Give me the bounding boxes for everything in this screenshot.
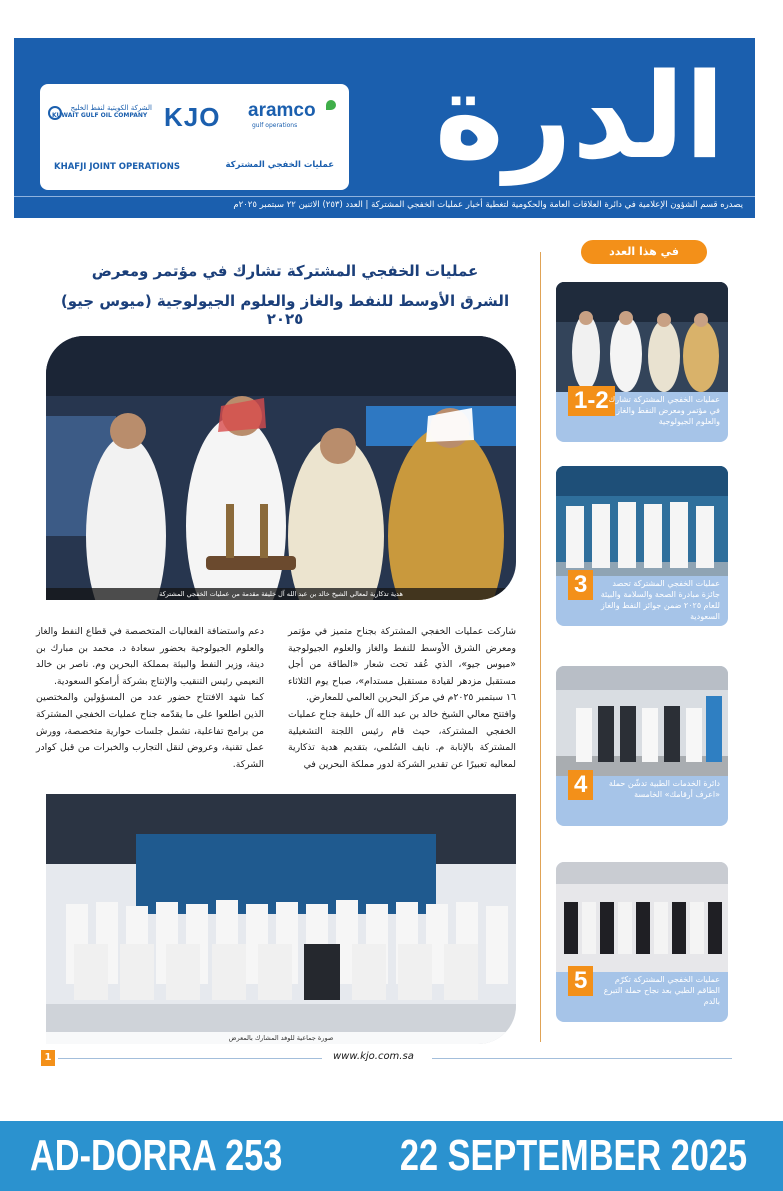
teaser-photo [556, 666, 728, 776]
aramco-star-icon [326, 100, 336, 110]
aramco-logo: aramco [248, 100, 316, 121]
teaser-caption: عمليات الخفجي المشتركة تكرّم الطاقم الطبي بعد نجاح حملة التبرع بالدم [603, 975, 720, 1006]
masthead-banner [14, 38, 755, 218]
teaser-card[interactable] [556, 666, 728, 826]
teaser-caption: عمليات الخفجي المشتركة تحصد جائزة مبادرة الصحة والسلامة والبيئة للعام ٢٠٢٥ ضمن جوائز النفط والغاز السعودية [600, 579, 720, 621]
article-paragraph: كما شهد الافتتاح حضور عدد من المسؤولين والمختصين الذين اطلعوا على ما يقدّمه جناح عمليات الخفجي المشتركة من برامج تفاعلية، تشمل جلسات حوارية متخصصة، وورش عمل تقنية، وعروض لنقل التجارب والخبرات من قبل كوادر الشركة. [36, 692, 264, 770]
article-column-right [288, 624, 516, 773]
footer-divider-right [432, 1058, 732, 1059]
teaser-card[interactable] [556, 466, 728, 626]
kjo-logo: KJO [164, 102, 221, 132]
partner-logos-box [40, 84, 349, 190]
joint-ops-en: KHAFJI JOINT OPERATIONS [54, 162, 180, 172]
main-photo-image [46, 336, 516, 600]
group-photo-image [46, 794, 516, 1044]
article-headline-line1: عمليات الخفجي المشتركة تشارك في مؤتمر ومعرض [91, 262, 479, 280]
teaser-photo [556, 282, 728, 392]
sidebar-divider [540, 252, 541, 1042]
edition-bar [0, 1121, 783, 1191]
article-paragraph: وافتتح معالي الشيخ خالد بن عبد الله آل خليفة جناح عمليات الخفجي المشتركة، حيث قام رئيس اللجنة التشغيلية المشتركة بالإنابة م. نايف السُلمي، بتقديم هدية تذكارية لمعاليه تعبيرًا عن تقدير الشركة لدور مملكة البحرين في [288, 708, 516, 770]
issue-strap: يصدره قسم الشؤون الإعلامية في دائرة العلاقات العامة والحكومية لتغطية أخبار عمليات الخفجي المشتركة | العدد (٢٥٣) الاثنين ٢٢ سبتمبر ٢٠٢٥م [233, 200, 743, 210]
joint-ops-ar: عمليات الخفجي المشتركة [225, 160, 334, 170]
teaser-caption: دائرة الخدمات الطبية تدشّن حملة «اعرف أرقامك» الخامسة [608, 779, 720, 799]
kgoc-logo: الشركة الكويتية لنفط الخليج KUWAIT GULF OIL COMPANY [52, 104, 152, 119]
main-photo-caption: هدية تذكارية لمعالي الشيخ خالد بن عبد الله آل خليفة مقدمة من عمليات الخفجي المشتركة [46, 588, 516, 600]
article-paragraph: شاركت عمليات الخفجي المشتركة بجناح متميز في مؤتمر ومعرض الشرق الأوسط للنفط والغاز والعلوم الجيولوجية «ميوس جيو»، الذي عُقد تحت شعار «الطاقة من أجل مستقبل مزدهر لقيادة مستقبل مستدام»، صباح يوم الثلاثاء ١٦ سبتمبر ٢٠٢٥م في مركز البحرين العالمي للمعارض. [288, 626, 516, 704]
teaser-number: 3 [568, 570, 593, 600]
aramco-sub-label: gulf operations [252, 122, 298, 129]
teaser-photo [556, 862, 728, 972]
edition-label: AD-DORRA 253 [30, 1131, 283, 1180]
teaser-number: 5 [568, 966, 593, 996]
group-photo-caption: صورة جماعية للوفد المشارك بالمعرض [46, 1032, 516, 1044]
main-article-photo [46, 336, 516, 600]
in-this-issue-tag: في هذا العدد [581, 240, 707, 264]
article-column-left [36, 624, 264, 773]
edition-date: 22 SEPTEMBER 2025 [399, 1131, 747, 1180]
group-photo [46, 794, 516, 1044]
teaser-caption: عمليات الخفجي المشتركة تشارك في مؤتمر ومعرض النفط والغاز والعلوم الجيولوجية [608, 395, 720, 426]
teaser-number: 4 [568, 770, 593, 800]
footer-divider-left [58, 1058, 322, 1059]
article-paragraph: دعم واستضافة الفعاليات المتخصصة في قطاع النفط والغاز والعلوم الجيولوجية بحضور سعادة د. محمد بن مبارك بن دينة، وزير النفط والبيئة بمملكة البحرين وم. ناصر بن خالد النعيمي رئيس التنقيب والإنتاج بشركة أرامكو السعودية. [36, 626, 264, 687]
teaser-card[interactable] [556, 862, 728, 1022]
header-divider [14, 196, 755, 197]
teaser-photo [556, 466, 728, 576]
kgoc-emblem-icon [48, 106, 62, 120]
page-number: 1 [41, 1050, 55, 1066]
article-headline-line2: الشرق الأوسط للنفط والغاز والعلوم الجيولوجية (ميوس جيو) ٢٠٢٥ [60, 292, 510, 328]
teaser-number: 1-2 [568, 386, 615, 416]
masthead-title: الدرة [434, 47, 725, 185]
website-link[interactable]: www.kjo.com.sa [333, 1051, 414, 1062]
teaser-card[interactable] [556, 282, 728, 442]
